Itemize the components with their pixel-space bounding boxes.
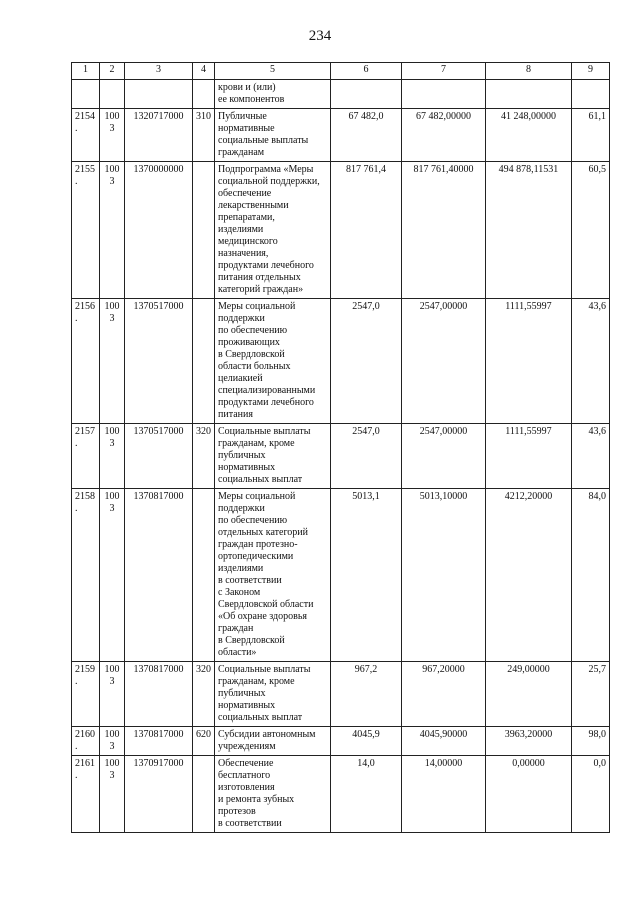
approved-amount-cell: 67 482,00000 [402, 109, 486, 162]
item-name-line: Публичные [218, 111, 267, 122]
execution-percent-cell: 84,0 [572, 489, 610, 662]
executed-amount-cell [486, 80, 572, 109]
table-row [72, 162, 610, 299]
table-row [72, 756, 610, 833]
item-name-line: области» [218, 647, 257, 658]
header-cell: 2 [100, 63, 125, 80]
section-code-cell: 1003 [100, 489, 125, 662]
approved-amount-cell: 817 761,40000 [402, 162, 486, 299]
page-number: 234 [308, 28, 332, 44]
header-cell: 9 [572, 63, 610, 80]
item-name-line: Меры социальной [218, 491, 296, 502]
item-name-cell [215, 424, 331, 489]
executed-amount-cell: 3963,20000 [486, 727, 572, 756]
item-name-line: изделиями [218, 563, 264, 574]
item-name-line: Социальные выплаты [218, 664, 311, 675]
item-name-line: социальных выплат [218, 712, 303, 723]
execution-percent-cell: 43,6 [572, 299, 610, 424]
table-row [72, 489, 610, 662]
header-cell: 5 [215, 63, 331, 80]
item-name-line: лекарственными [218, 200, 289, 211]
item-name-cell [215, 109, 331, 162]
expense-type-cell [193, 489, 215, 662]
item-name-line: продуктами лечебного [218, 397, 314, 408]
executed-amount-cell: 249,00000 [486, 662, 572, 727]
item-name-line: ее компонентов [218, 94, 285, 105]
item-name-line: изготовления [218, 782, 275, 793]
target-article-cell: 1370817000 [125, 662, 193, 727]
section-code-cell: 1003 [100, 756, 125, 833]
item-name-line: назначения, [218, 248, 269, 259]
target-article-cell: 1370917000 [125, 756, 193, 833]
item-name-line: в соответствии [218, 818, 282, 829]
table-row [72, 299, 610, 424]
item-name-line: нормативные [218, 123, 275, 134]
executed-amount-cell: 494 878,11531 [486, 162, 572, 299]
expense-type-cell [193, 162, 215, 299]
section-code-cell [100, 80, 125, 109]
item-name-line: в Свердловской [218, 349, 285, 360]
expense-type-cell: 620 [193, 727, 215, 756]
expense-type-cell: 320 [193, 662, 215, 727]
item-name-line: в Свердловской [218, 635, 285, 646]
executed-amount-cell: 1111,55997 [486, 424, 572, 489]
item-name-line: отдельных категорий [218, 527, 309, 538]
item-name-line: специализированными [218, 385, 316, 396]
item-name-cell [215, 162, 331, 299]
execution-percent-cell: 60,5 [572, 162, 610, 299]
planned-amount-cell: 5013,1 [331, 489, 402, 662]
item-name-line: нормативных [218, 462, 276, 473]
table-row [72, 109, 610, 162]
item-name-line: питания отдельных [218, 272, 301, 283]
section-code-cell: 1003 [100, 424, 125, 489]
planned-amount-cell [331, 80, 402, 109]
item-name-line: Свердловской области [218, 599, 314, 610]
item-name-line: препаратами, [218, 212, 275, 223]
execution-percent-cell: 0,0 [572, 756, 610, 833]
item-name-line: социальных выплат [218, 474, 303, 485]
item-name-line: крови и (или) [218, 82, 276, 93]
item-name-line: по обеспечению [218, 515, 288, 526]
row-number-cell: 2156. [72, 299, 100, 424]
planned-amount-cell: 2547,0 [331, 424, 402, 489]
planned-amount-cell: 67 482,0 [331, 109, 402, 162]
item-name-line: категорий граждан» [218, 284, 304, 295]
item-name-line: целиакией [218, 373, 263, 384]
item-name-line: поддержки [218, 503, 265, 514]
expense-type-cell [193, 756, 215, 833]
item-name-line: гражданам [218, 147, 265, 158]
approved-amount-cell [402, 80, 486, 109]
item-name-line: Меры социальной [218, 301, 296, 312]
execution-percent-cell [572, 80, 610, 109]
section-code-cell: 1003 [100, 662, 125, 727]
section-code-cell: 1003 [100, 162, 125, 299]
item-name-line: в соответствии [218, 575, 282, 586]
planned-amount-cell: 967,2 [331, 662, 402, 727]
item-name-line: публичных [218, 688, 266, 699]
expense-type-cell: 320 [193, 424, 215, 489]
approved-amount-cell: 5013,10000 [402, 489, 486, 662]
item-name-line: «Об охране здоровья [218, 611, 308, 622]
item-name-line: бесплатного [218, 770, 271, 781]
target-article-cell: 1370000000 [125, 162, 193, 299]
approved-amount-cell: 4045,90000 [402, 727, 486, 756]
item-name-cell [215, 727, 331, 756]
item-name-line: медицинского [218, 236, 278, 247]
item-name-line: публичных [218, 450, 266, 461]
header-row [72, 63, 610, 80]
planned-amount-cell: 817 761,4 [331, 162, 402, 299]
item-name-line: учреждениям [218, 741, 276, 752]
item-name-line: обеспечение [218, 188, 272, 199]
item-name-line: социальной поддержки, [218, 176, 320, 187]
item-name-line: граждан протезно- [218, 539, 298, 550]
item-name-line: поддержки [218, 313, 265, 324]
expense-type-cell [193, 299, 215, 424]
item-name-line: гражданам, кроме [218, 676, 295, 687]
row-number-cell: 2159. [72, 662, 100, 727]
expense-type-cell [193, 80, 215, 109]
target-article-cell: 1370817000 [125, 727, 193, 756]
approved-amount-cell: 2547,00000 [402, 299, 486, 424]
item-name-line: изделиями [218, 224, 264, 235]
executed-amount-cell: 41 248,00000 [486, 109, 572, 162]
executed-amount-cell: 4212,20000 [486, 489, 572, 662]
item-name-line: нормативных [218, 700, 276, 711]
item-name-line: социальные выплаты [218, 135, 309, 146]
row-number-cell: 2157. [72, 424, 100, 489]
header-cell: 1 [72, 63, 100, 80]
item-name-line: по обеспечению [218, 325, 288, 336]
approved-amount-cell: 967,20000 [402, 662, 486, 727]
execution-percent-cell: 25,7 [572, 662, 610, 727]
planned-amount-cell: 14,0 [331, 756, 402, 833]
approved-amount-cell: 2547,00000 [402, 424, 486, 489]
header-cell: 6 [331, 63, 402, 80]
execution-percent-cell: 43,6 [572, 424, 610, 489]
item-name-line: с Законом [218, 587, 261, 598]
header-cell: 8 [486, 63, 572, 80]
planned-amount-cell: 4045,9 [331, 727, 402, 756]
section-code-cell: 1003 [100, 109, 125, 162]
execution-percent-cell: 98,0 [572, 727, 610, 756]
item-name-cell [215, 489, 331, 662]
item-name-line: граждан [218, 623, 254, 634]
row-number-cell: 2155. [72, 162, 100, 299]
item-name-line: гражданам, кроме [218, 438, 295, 449]
item-name-line: области больных [218, 361, 291, 372]
target-article-cell: 1370517000 [125, 424, 193, 489]
row-number-cell: 2158. [72, 489, 100, 662]
table-row [72, 727, 610, 756]
section-code-cell: 1003 [100, 299, 125, 424]
target-article-cell [125, 80, 193, 109]
item-name-line: проживающих [218, 337, 280, 348]
section-code-cell: 1003 [100, 727, 125, 756]
row-number-cell: 2160. [72, 727, 100, 756]
table-row [72, 80, 610, 109]
header-cell: 3 [125, 63, 193, 80]
planned-amount-cell: 2547,0 [331, 299, 402, 424]
item-name-line: Социальные выплаты [218, 426, 311, 437]
table-row [72, 662, 610, 727]
item-name-line: протезов [218, 806, 256, 817]
item-name-line: ортопедическими [218, 551, 294, 562]
row-number-cell: 2161. [72, 756, 100, 833]
table-row [72, 424, 610, 489]
header-cell: 4 [193, 63, 215, 80]
target-article-cell: 1370517000 [125, 299, 193, 424]
budget-table [71, 62, 610, 833]
item-name-cell [215, 756, 331, 833]
target-article-cell: 1370817000 [125, 489, 193, 662]
header-cell: 7 [402, 63, 486, 80]
executed-amount-cell: 1111,55997 [486, 299, 572, 424]
item-name-line: Подпрограмма «Меры [218, 164, 314, 175]
item-name-line: и ремонта зубных [218, 794, 295, 805]
target-article-cell: 1320717000 [125, 109, 193, 162]
item-name-line: питания [218, 409, 253, 420]
approved-amount-cell: 14,00000 [402, 756, 486, 833]
row-number-cell [72, 80, 100, 109]
item-name-cell [215, 80, 331, 109]
item-name-cell [215, 299, 331, 424]
item-name-line: Обеспечение [218, 758, 274, 769]
expense-type-cell: 310 [193, 109, 215, 162]
item-name-line: Субсидии автономным [218, 729, 316, 740]
executed-amount-cell: 0,00000 [486, 756, 572, 833]
item-name-line: продуктами лечебного [218, 260, 314, 271]
execution-percent-cell: 61,1 [572, 109, 610, 162]
row-number-cell: 2154. [72, 109, 100, 162]
item-name-cell [215, 662, 331, 727]
